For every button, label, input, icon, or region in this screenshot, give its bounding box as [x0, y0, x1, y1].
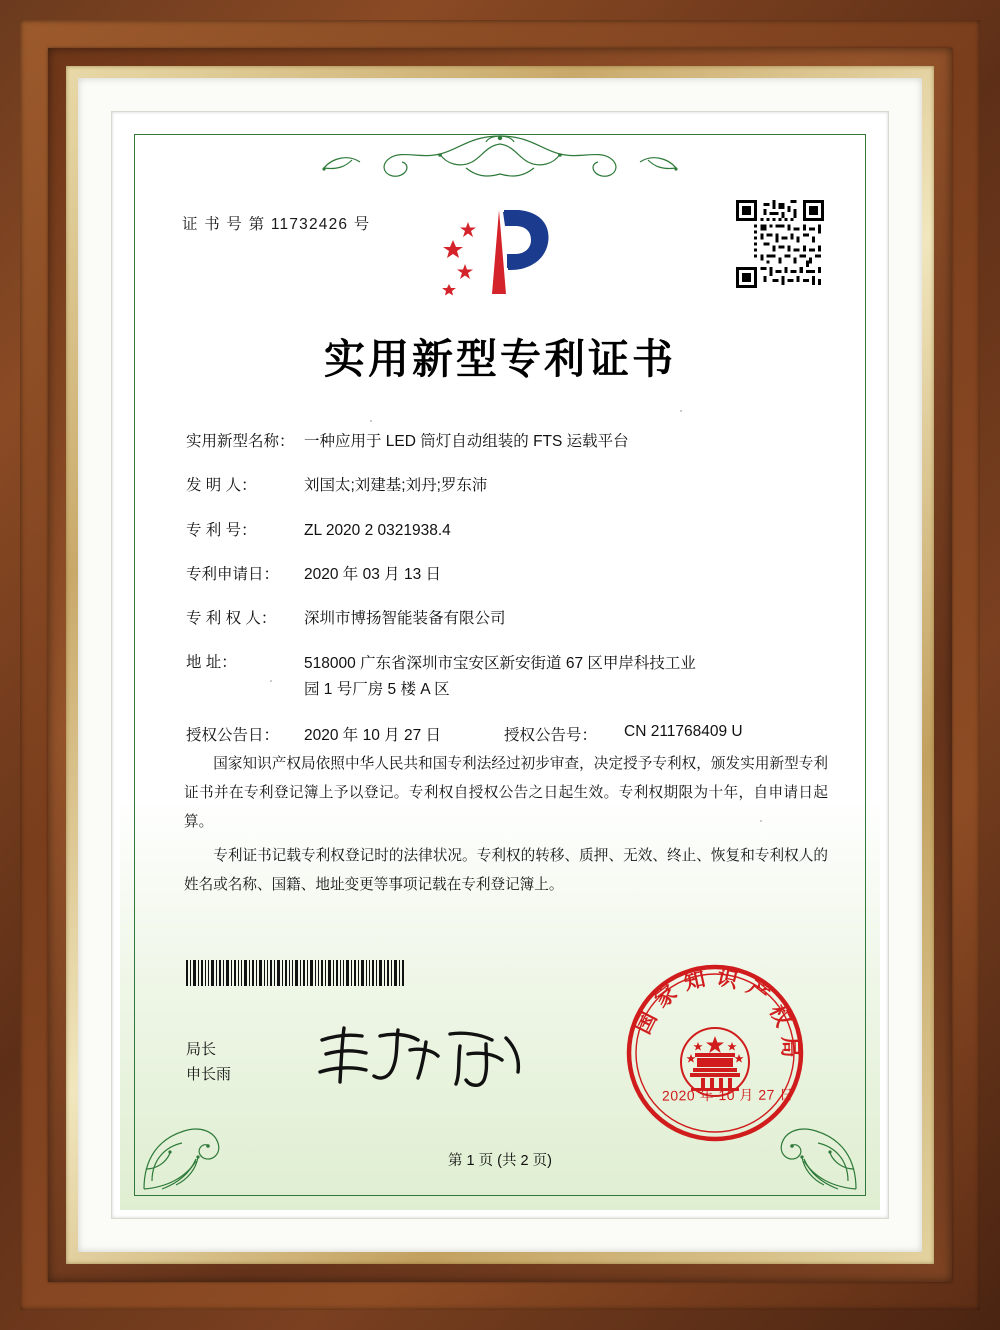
handwritten-signature	[310, 1020, 540, 1092]
field-label: 实用新型名称：	[186, 433, 295, 450]
seal-date: 2020 年 10 月 27 日	[662, 1086, 795, 1104]
field-value-line1: 518000 广东省深圳市宝安区新安街道 67 区甲岸科技工业	[304, 655, 696, 673]
grant-number-value: CN 211768409 U	[624, 723, 743, 741]
page-footer: 第 1 页 (共 2 页)	[448, 1153, 552, 1169]
field-value-group	[304, 651, 830, 702]
field-grant-row	[186, 723, 830, 745]
field-inventors	[186, 474, 830, 497]
official-seal	[620, 958, 810, 1148]
field-value: 深圳市博扬智能装备有限公司	[304, 610, 506, 627]
director-name-label: 申长雨	[186, 1065, 232, 1083]
field-label: 专 利 权 人：	[186, 610, 277, 627]
field-value: 刘国太;刘建基;刘丹;罗东沛	[304, 477, 488, 495]
paragraph-1: 国家知识产权局依照中华人民共和国专利法经过初步审查，决定授予专利权，颁发实用新型专利证书并在专利登记簿上予以登记。专利权自授权公告之日起生效。专利权期限为十年，自申请日起算。	[184, 756, 828, 831]
field-patentee	[186, 607, 830, 630]
grant-number-label: 授权公告号：	[504, 727, 598, 745]
field-value-line2: 园 1 号厂房 5 楼 A 区	[304, 680, 450, 698]
director-title-label: 局长	[186, 1041, 217, 1058]
field-label: 发 明 人：	[186, 477, 257, 495]
barcode	[186, 960, 406, 986]
grant-date-value: 2020 年 10 月 27 日	[304, 727, 441, 745]
field-label: 专 利 号：	[186, 521, 257, 539]
certificate-number: 证 书 号 第 11732426 号	[182, 216, 371, 233]
field-application-date	[186, 563, 830, 586]
cnipa-logo	[435, 198, 565, 298]
certificate-body	[184, 750, 828, 904]
field-utility-model-name	[186, 430, 830, 453]
field-address	[186, 651, 830, 702]
field-value: 一种应用于 LED 筒灯自动组装的 FTS 运载平台	[304, 433, 629, 450]
page-title: 实用新型专利证书	[324, 335, 676, 383]
certificate-fields	[186, 430, 830, 763]
signature-block	[186, 1038, 231, 1088]
field-label: 专利申请日：	[186, 565, 280, 583]
grant-date-label: 授权公告日：	[186, 727, 280, 745]
paper-speck	[370, 420, 372, 422]
qr-code	[736, 200, 824, 288]
svg-text:国家知识产权局: 国家知识产权局	[630, 964, 803, 1067]
paper-speck	[680, 410, 682, 412]
field-label: 地 址：	[186, 654, 237, 672]
field-value: ZL 2020 2 0321938.4	[304, 521, 451, 539]
paragraph-2: 专利证书记载专利权登记时的法律状况。专利权的转移、质押、无效、终止、恢复和专利权人的姓名或名称、国籍、地址变更等事项记载在专利登记簿上。	[184, 847, 828, 893]
field-value: 2020 年 03 月 13 日	[304, 565, 441, 583]
patent-certificate	[120, 120, 880, 1210]
field-patent-number	[186, 519, 830, 542]
